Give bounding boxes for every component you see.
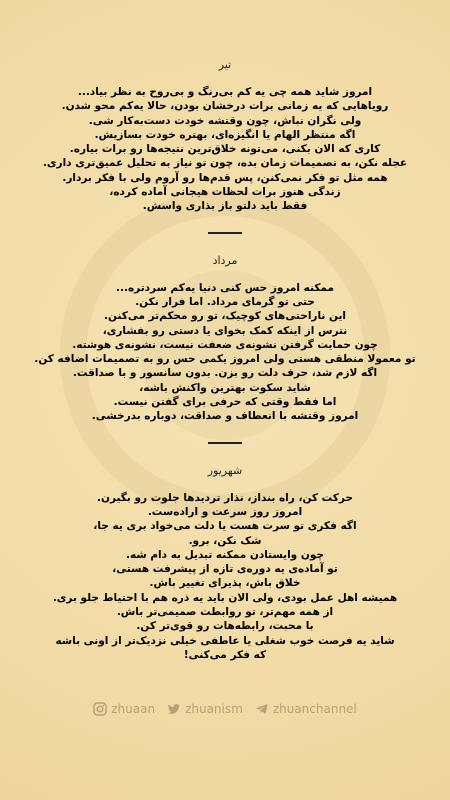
text-line: خلاق باش، پذیرای تغییر باش. — [149, 577, 301, 590]
instagram-handle-text: zhuaan — [111, 702, 156, 716]
twitter-handle-text: zhuanism — [185, 702, 243, 716]
text-line: شک نکن، برو. — [188, 534, 262, 547]
telegram-handle[interactable] — [255, 702, 357, 716]
text-line: اما فقط وقتی که حرفی برای گفتن نیست. — [113, 396, 337, 409]
text-line: زندگی هنوز برات لحظات هیجانی آماده کرده، — [109, 186, 341, 199]
telegram-icon — [255, 702, 269, 716]
text-line: ممکنه امروز حس کنی دنیا یه‌کم سردتره... — [116, 281, 334, 294]
text-line: تو معمولا منطقی هستی ولی امروز یکمی حس رو به تصمیمات اضافه کن. — [34, 353, 416, 366]
text-line: اگه لازم شد، حرف دلت رو بزن. بدون سانسور و با صداقت. — [72, 367, 378, 380]
section-mordad — [14, 254, 436, 424]
section-text — [14, 281, 436, 424]
section-text — [14, 491, 436, 663]
text-line: شاید سکوت بهترین واکنش باشه، — [139, 381, 311, 394]
twitter-handle[interactable] — [167, 702, 243, 716]
text-line: با محبت، رابطه‌هات رو قوی‌تر کن. — [136, 620, 314, 633]
text-line: فقط باید دلتو باز بذاری واسش. — [142, 200, 308, 213]
instagram-icon — [93, 702, 107, 716]
text-line: ولی نگران نباش، چون وقتشه خودت دست‌به‌کار شی. — [88, 114, 362, 127]
section-title: مرداد — [212, 253, 238, 267]
section-text — [14, 85, 436, 214]
instagram-handle[interactable] — [93, 702, 155, 716]
text-line: حتی تو گرمای مرداد. اما فرار نکن. — [135, 295, 315, 308]
section-title: تیر — [218, 58, 232, 71]
text-line: شاید یه فرصت خوب شغلی یا عاطفی خیلی نزدیک‌تر از اونی باشه — [55, 634, 395, 647]
social-footer — [0, 702, 450, 716]
text-line: همه مثل تو فکر نمی‌کنن، پس قدم‌ها رو آروم ولی با فکر بردار. — [62, 171, 388, 184]
text-line: همیشه اهل عمل بودی، ولی الان باید یه ذره هم با احتیاط جلو بری. — [52, 591, 398, 604]
section-title: شهریور — [207, 463, 243, 477]
text-line: کاری که الان بکنی، می‌تونه خلاق‌ترین نتیجه‌ها رو برات بیاره. — [69, 143, 381, 156]
text-line: امروز شاید همه چی یه کم بی‌رنگ و بی‌روح به نظر بیاد... — [77, 86, 373, 98]
text-line: تو آماده‌ی یه دوره‌ی تازه از پیشرفت هستی، — [112, 563, 338, 576]
text-line: اگه منتظر الهام یا انگیزه‌ای، بهتره خودت بسازیش. — [94, 128, 356, 141]
section-tir — [14, 58, 436, 214]
twitter-icon — [167, 702, 181, 716]
horoscope-content — [14, 58, 436, 662]
section-divider — [208, 442, 242, 444]
section-shahrivar — [14, 464, 436, 663]
text-line: امروز روز سرعت و اراده‌ست. — [147, 505, 303, 518]
text-line: چون حمایت گرفتن نشونه‌ی ضعفت نیست، نشونه‌ی هوشته. — [72, 338, 378, 351]
text-line: عجله نکن، به تصمیمات زمان بده، چون تو نیاز به تحلیل عمیق‌تری داری. — [42, 157, 408, 170]
text-line: نترس از اینکه کمک بخوای یا دستی رو بفشاری، — [102, 324, 348, 337]
text-line: از همه مهم‌تر، تو روابطت صمیمی‌تر باش. — [116, 606, 334, 619]
text-line: اگه فکری تو سرت هست یا دلت می‌خواد بری یه جا، — [93, 520, 357, 533]
telegram-handle-text: zhuanchannel — [272, 702, 357, 716]
section-divider — [208, 232, 242, 234]
text-line: حرکت کن، راه بنداز، نذار تردیدها جلوت رو بگیرن. — [97, 491, 353, 504]
text-line: رویاهایی که یه زمانی برات درخشان بودن، حالا یه‌کم محو شدن. — [61, 100, 389, 113]
text-line: که فکر می‌کنی! — [183, 648, 267, 661]
text-line: چون وایستادن ممکنه تبدیل به دام شه. — [126, 548, 324, 561]
text-line: امروز وقتشه با انعطاف و صداقت، دوباره بدرخشی. — [91, 410, 359, 423]
text-line: این ناراحتی‌های کوچیک، تو رو محکم‌تر می‌کنن. — [104, 310, 346, 323]
